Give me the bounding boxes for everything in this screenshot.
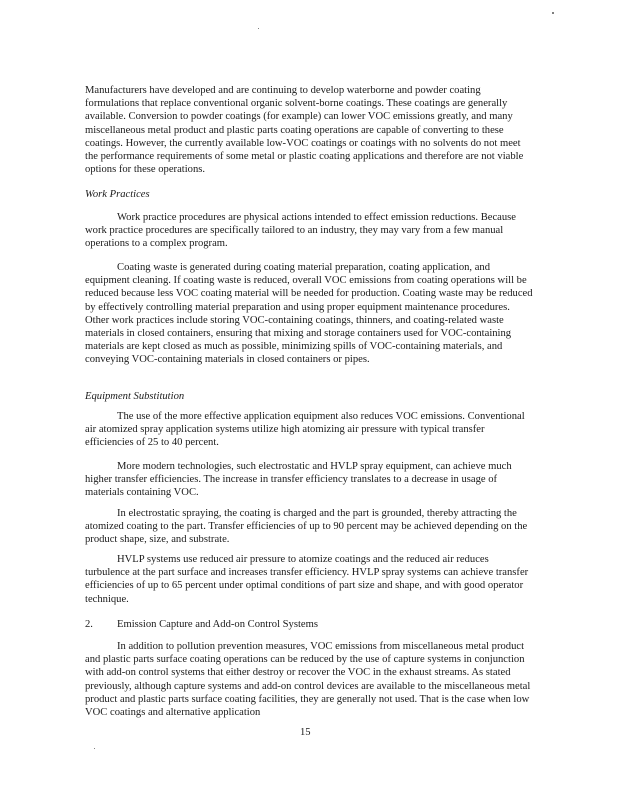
paragraph-pollution-prevention: In addition to pollution prevention measures, VOC emissions from miscellaneous metal product and plastic parts surface coating operations can be reduced by the use of capture systems in conjunction with add-on control systems that either destroy or recover the VOC in the exhaust streams. As stated previously, although capture systems and add-on control devices are available to the miscellaneous metal product and plastic parts surface coating facilities, they are generally not used. That is the case when low VOC coatings and alternative application (85, 641, 531, 719)
scan-speck (94, 748, 95, 749)
section-heading-emission-capture (85, 618, 318, 631)
paragraph-hvlp-systems: HVLP systems use reduced air pressure to atomize coatings and the reduced air reduces turbulence at the part surface and increases transfer efficiency. HVLP spray systems can achieve transfer efficiencies of up to 65 percent under optimal conditions of part size and shape, and with good operator technique. (85, 554, 529, 605)
paragraph-coating-waste: Coating waste is generated during coating material preparation, coating application, and equipment cleaning. If coating waste is reduced, overall VOC emissions from coating operations will be reduced because less VOC coating material will be needed for production. Coating waste may be reduced by effectively controlling material preparation and using proper equipment maintenance procedures. Other work practices include storing VOC-containing coatings, thinners, and coating-related waste materials in closed containers, ensuring that mixing and storage containers used for VOC-containing materials are kept closed as much as possible, minimizing spills of VOC-containing materials, and conveying VOC-containing materials in closed containers or pipes. (85, 262, 533, 366)
paragraph-coating-formulations: Manufacturers have developed and are continuing to develop waterborne and powder coating formulations that replace conventional organic solvent-borne coatings. These coatings are generally available. Conversion to powder coatings (for example) can lower VOC emissions greatly, and many miscellaneous metal product and plastic parts coating operations are capable of converting to these coatings. However, the currently available low-VOC coatings or coatings with no solvents do not meet the performance requirements of some metal or plastic coating applications and therefore are not viable options for these operations. (85, 85, 524, 176)
section-number: 2. (85, 619, 93, 630)
section-title: Emission Capture and Add-on Control Systems (117, 619, 318, 630)
scan-speck (552, 12, 554, 14)
heading-equipment-substitution: Equipment Substitution (85, 391, 185, 402)
paragraph-modern-technologies: More modern technologies, such electrostatic and HVLP spray equipment, can achieve much higher transfer efficiencies. The increase in transfer efficiency translates to a decrease in usage of materials containing VOC. (85, 461, 512, 499)
page-number: 15 (300, 727, 311, 738)
paragraph-application-equipment: The use of the more effective application equipment also reduces VOC emissions. Conventional air atomized spray application systems utilize high atomizing air pressure with typical transfer efficiencies of 25 to 40 percent. (85, 411, 525, 449)
scan-speck (258, 28, 259, 29)
paragraph-electrostatic-spraying: In electrostatic spraying, the coating is charged and the part is grounded, thereby attracting the atomized coating to the part. Transfer efficiencies of up to 90 percent may be achieved depending on the product shape, size, and substrate. (85, 508, 528, 546)
paragraph-work-practice-procedures: Work practice procedures are physical actions intended to effect emission reductions. Because work practice procedures are specifically tailored to an industry, they may vary from a few manual operations to a complex program. (85, 212, 517, 250)
heading-work-practices: Work Practices (85, 189, 150, 200)
